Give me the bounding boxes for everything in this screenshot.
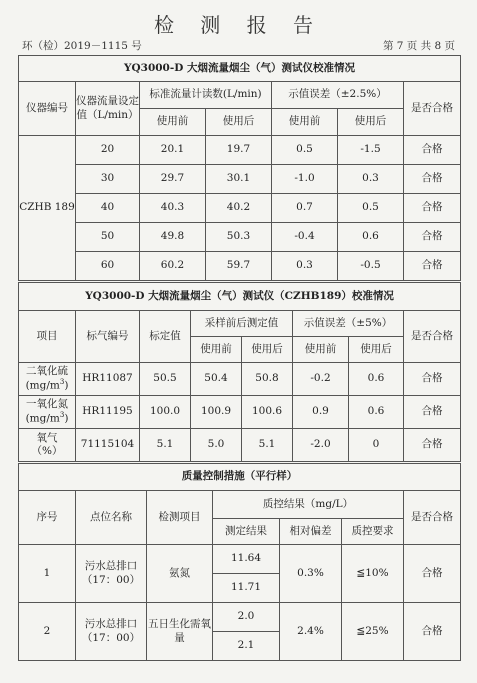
header-flow-setting: 仪器流量设定值（L/min） <box>76 82 140 136</box>
table-row <box>19 363 461 396</box>
item-cell <box>19 363 76 396</box>
site-name-cell: 污水总排口（17：00） <box>76 603 147 661</box>
table-row <box>19 223 461 252</box>
reading-before-cell: 29.7 <box>140 165 206 194</box>
header-item: 项目 <box>19 311 76 363</box>
header-test-item: 检测项目 <box>147 491 213 545</box>
qualified-cell: 合格 <box>404 429 461 462</box>
gas-calibration-table <box>18 282 461 462</box>
flow-setting-cell: 60 <box>76 252 140 281</box>
error-before-cell: -2.0 <box>293 429 349 462</box>
measured-after-cell: 50.8 <box>242 363 293 396</box>
test-result-cell: 11.71 <box>213 574 280 603</box>
header-error-before: 使用前 <box>272 109 338 136</box>
error-before-cell: 0.9 <box>293 396 349 429</box>
qualified-cell: 合格 <box>404 545 461 603</box>
measured-before-cell: 100.9 <box>191 396 242 429</box>
error-after-cell: 0.6 <box>349 396 404 429</box>
header-gas-number: 标气编号 <box>76 311 140 363</box>
flow-setting-cell: 50 <box>76 223 140 252</box>
header-indication-error: 示值误差（±5%） <box>293 311 404 337</box>
error-after-cell: 0.6 <box>338 223 404 252</box>
gas-number-cell: 71115104 <box>76 429 140 462</box>
header-indication-error: 示值误差（±2.5%） <box>272 82 404 109</box>
qualified-cell: 合格 <box>404 396 461 429</box>
qualified-cell: 合格 <box>404 363 461 396</box>
qualified-cell: 合格 <box>404 252 461 281</box>
calibration-value-cell: 100.0 <box>140 396 191 429</box>
error-after-cell: 0.6 <box>349 363 404 396</box>
flow-setting-cell: 30 <box>76 165 140 194</box>
reading-before-cell: 20.1 <box>140 136 206 165</box>
serial-number-cell: 1 <box>19 545 76 603</box>
table-row <box>19 136 461 165</box>
error-before-cell: -0.4 <box>272 223 338 252</box>
header-reading-before: 使用前 <box>140 109 206 136</box>
qualified-cell: 合格 <box>404 603 461 661</box>
error-after-cell: 0.5 <box>338 194 404 223</box>
gas-number-cell: HR11087 <box>76 363 140 396</box>
report-number: 环（检）2019－1115 号 <box>22 40 142 52</box>
measured-before-cell: 50.4 <box>191 363 242 396</box>
error-before-cell: -0.2 <box>293 363 349 396</box>
item-unit: （%） <box>31 445 63 457</box>
measured-after-cell: 5.1 <box>242 429 293 462</box>
flow-setting-cell: 40 <box>76 194 140 223</box>
header-relative-deviation: 相对偏差 <box>280 519 342 545</box>
reading-after-cell: 50.3 <box>206 223 272 252</box>
error-after-cell: -1.5 <box>338 136 404 165</box>
flow-table-title: YQ3000-D 大烟流量烟尘（气）测试仪校准情况 <box>19 56 461 82</box>
test-result-cell: 2.1 <box>213 632 280 661</box>
reading-after-cell: 59.7 <box>206 252 272 281</box>
relative-deviation-cell: 0.3% <box>280 545 342 603</box>
header-measured-after: 使用后 <box>242 337 293 363</box>
relative-deviation-cell: 2.4% <box>280 603 342 661</box>
table-row <box>19 429 461 462</box>
measured-after-cell: 100.6 <box>242 396 293 429</box>
header-qualified: 是否合格 <box>404 311 461 363</box>
qc-requirement-cell: ≦25% <box>342 603 404 661</box>
qualified-cell: 合格 <box>404 165 461 194</box>
table-row <box>19 252 461 281</box>
header-standard-reading: 标准流量计读数(L/min) <box>140 82 272 109</box>
table-row <box>19 545 461 574</box>
header-qualified: 是否合格 <box>404 491 461 545</box>
header-qualified: 是否合格 <box>404 82 461 136</box>
reading-after-cell: 19.7 <box>206 136 272 165</box>
unit-end: ) <box>64 379 69 392</box>
qc-table-title: 质量控制措施（平行样） <box>19 464 461 491</box>
reading-after-cell: 40.2 <box>206 194 272 223</box>
item-name: 一氧化氮 <box>26 398 68 411</box>
header-test-result: 测定结果 <box>213 519 280 545</box>
reading-before-cell: 49.8 <box>140 223 206 252</box>
item-name: 二氧化硫 <box>26 365 68 378</box>
header-instrument-id: 仪器编号 <box>19 82 76 136</box>
table-row <box>19 603 461 632</box>
flow-setting-cell: 20 <box>76 136 140 165</box>
reading-before-cell: 40.3 <box>140 194 206 223</box>
instrument-id-cell: CZHB 189 <box>19 136 76 281</box>
qc-requirement-cell: ≦10% <box>342 545 404 603</box>
header-serial-number: 序号 <box>19 491 76 545</box>
qualified-cell: 合格 <box>404 223 461 252</box>
error-after-cell: 0.3 <box>338 165 404 194</box>
unit-superscript: 3 <box>59 411 65 420</box>
header-qc-results: 质控结果（mg/L） <box>213 491 404 519</box>
error-before-cell: 0.3 <box>272 252 338 281</box>
header-error-after: 使用后 <box>338 109 404 136</box>
item-name: 氧气 <box>36 431 58 444</box>
header-reading-after: 使用后 <box>206 109 272 136</box>
header-calibration-value: 标定值 <box>140 311 191 363</box>
page-info: 第 7 页 共 8 页 <box>382 40 455 52</box>
flow-calibration-table <box>18 55 461 281</box>
error-before-cell: 0.7 <box>272 194 338 223</box>
gas-table-title: YQ3000-D 大烟流量烟尘（气）测试仪（CZHB189）校准情况 <box>19 283 461 311</box>
error-after-cell: -0.5 <box>338 252 404 281</box>
qualified-cell: 合格 <box>404 136 461 165</box>
reading-before-cell: 60.2 <box>140 252 206 281</box>
table-row <box>19 194 461 223</box>
calibration-value-cell: 5.1 <box>140 429 191 462</box>
header-error-after: 使用后 <box>349 337 404 363</box>
gas-number-cell: HR11195 <box>76 396 140 429</box>
item-unit: (mg/m <box>25 379 60 392</box>
item-cell <box>19 429 76 462</box>
table-row <box>19 396 461 429</box>
measured-before-cell: 5.0 <box>191 429 242 462</box>
test-item-cell: 五日生化需氧量 <box>147 603 213 661</box>
calibration-value-cell: 50.5 <box>140 363 191 396</box>
report-title: 检 测 报 告 <box>153 13 324 37</box>
item-cell <box>19 396 76 429</box>
qualified-cell: 合格 <box>404 194 461 223</box>
header-measured-values: 采样前后测定值 <box>191 311 293 337</box>
test-result-cell: 11.64 <box>213 545 280 574</box>
unit-end: ) <box>64 412 69 425</box>
table-row <box>19 165 461 194</box>
serial-number-cell: 2 <box>19 603 76 661</box>
quality-control-table <box>18 463 461 661</box>
test-item-cell: 氨氮 <box>147 545 213 603</box>
error-after-cell: 0 <box>349 429 404 462</box>
header-measured-before: 使用前 <box>191 337 242 363</box>
unit-superscript: 3 <box>59 378 65 387</box>
item-unit: (mg/m <box>25 412 60 425</box>
header-qc-requirement: 质控要求 <box>342 519 404 545</box>
header-error-before: 使用前 <box>293 337 349 363</box>
reading-after-cell: 30.1 <box>206 165 272 194</box>
error-before-cell: 0.5 <box>272 136 338 165</box>
test-result-cell: 2.0 <box>213 603 280 632</box>
error-before-cell: -1.0 <box>272 165 338 194</box>
site-name-cell: 污水总排口（17：00） <box>76 545 147 603</box>
header-site-name: 点位名称 <box>76 491 147 545</box>
